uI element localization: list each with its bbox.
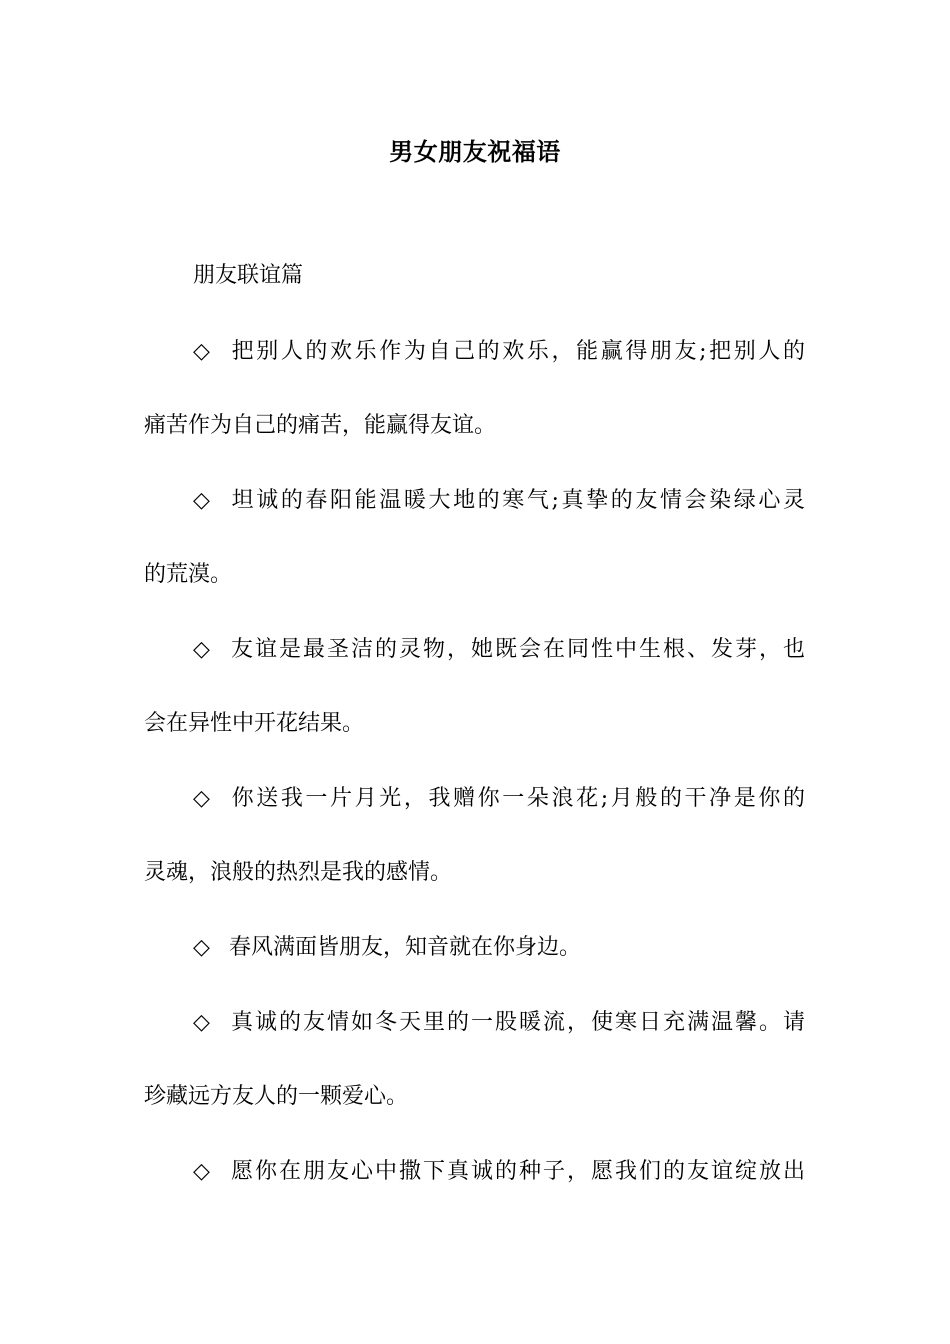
- item-text: 春风满面皆朋友，知音就在你身边。: [229, 935, 582, 960]
- document-title: 男女朋友祝福语: [389, 137, 561, 166]
- list-item-6-line-2: 珍藏远方友人的一颗爱心。: [144, 1084, 409, 1109]
- list-item-1-line-2: 痛苦作为自己的痛苦，能赢得友谊。: [144, 413, 497, 438]
- list-item-4-line-1: [193, 779, 805, 819]
- diamond-bullet-icon: ◇: [193, 935, 210, 960]
- list-item-5-line-1: [193, 928, 581, 968]
- list-item-2-line-1: [193, 481, 805, 521]
- diamond-bullet-icon: ◇: [193, 786, 210, 811]
- diamond-bullet-icon: ◇: [193, 488, 210, 513]
- diamond-bullet-icon: ◇: [193, 1159, 210, 1184]
- list-item-2-line-2: 的荒漠。: [144, 562, 233, 587]
- list-item-3-line-1: [193, 630, 805, 670]
- list-item-1-line-1: [193, 332, 805, 372]
- list-item-6-line-1: [193, 1003, 805, 1043]
- item-text: 愿你在朋友心中撒下真诚的种子，愿我们的友谊绽放出: [229, 1159, 805, 1184]
- list-item-4-line-2: 灵魂，浪般的热烈是我的感情。: [144, 860, 453, 885]
- item-text: 真诚的友情如冬天里的一股暖流，使寒日充满温馨。请: [229, 1010, 805, 1035]
- diamond-bullet-icon: ◇: [193, 1010, 210, 1035]
- list-item-3-line-2: 会在异性中开花结果。: [144, 711, 365, 736]
- item-text: 你送我一片月光，我赠你一朵浪花;月般的干净是你的: [229, 786, 805, 811]
- section-heading: 朋友联谊篇: [193, 263, 304, 288]
- item-text: 友谊是最圣洁的灵物，她既会在同性中生根、发芽，也: [229, 637, 805, 662]
- diamond-bullet-icon: ◇: [193, 339, 210, 364]
- diamond-bullet-icon: ◇: [193, 637, 210, 662]
- list-item-7-line-1: [193, 1152, 805, 1192]
- item-text: 把别人的欢乐作为自己的欢乐，能赢得朋友;把别人的: [229, 339, 805, 364]
- item-text: 坦诚的春阳能温暖大地的寒气;真挚的友情会染绿心灵: [229, 488, 805, 513]
